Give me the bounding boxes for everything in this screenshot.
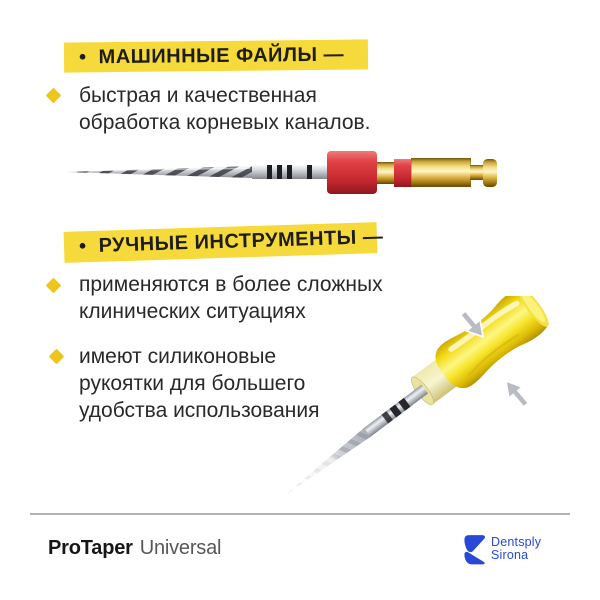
text-line: применяются в более сложных bbox=[79, 273, 383, 296]
brand-line: Sirona bbox=[491, 548, 529, 562]
diamond-bullet-icon bbox=[46, 88, 62, 104]
diamond-bullet-icon bbox=[49, 349, 65, 365]
bullet-machine-files-benefit bbox=[79, 82, 371, 136]
dentsply-sirona-logo-text bbox=[491, 536, 541, 562]
arrow-up-left-icon bbox=[499, 375, 532, 410]
heading-machine-files: • МАШИННЫЕ ФАЙЛЫ — bbox=[64, 39, 368, 72]
text-line: клинических ситуациях bbox=[79, 300, 306, 323]
text-line: удобства использования bbox=[79, 399, 320, 422]
footer-divider bbox=[30, 513, 570, 515]
product-name-regular: Universal bbox=[139, 537, 222, 559]
text-line: обработка корневых каналов. bbox=[79, 111, 371, 134]
brand-line: Dentsply bbox=[491, 535, 542, 549]
product-name bbox=[48, 537, 221, 560]
hand-file-shaft bbox=[362, 385, 428, 438]
rotary-file-image bbox=[40, 142, 510, 204]
text-line: рукоятки для большего bbox=[79, 372, 306, 395]
file-spiral-tip bbox=[65, 166, 253, 178]
file-handle bbox=[327, 151, 497, 194]
hand-file-image bbox=[265, 296, 565, 511]
diamond-bullet-icon bbox=[46, 278, 62, 294]
text-line: имеют силиконовые bbox=[79, 345, 277, 368]
file-shaft bbox=[252, 165, 330, 179]
dentsply-sirona-logo-icon bbox=[462, 534, 487, 565]
text-line: быстрая и качественная bbox=[79, 84, 317, 107]
heading-hand-instruments: • РУЧНЫЕ ИНСТРУМЕНТЫ — bbox=[64, 222, 378, 263]
product-name-bold: ProTaper bbox=[48, 537, 133, 559]
tip-gleam bbox=[269, 444, 345, 511]
